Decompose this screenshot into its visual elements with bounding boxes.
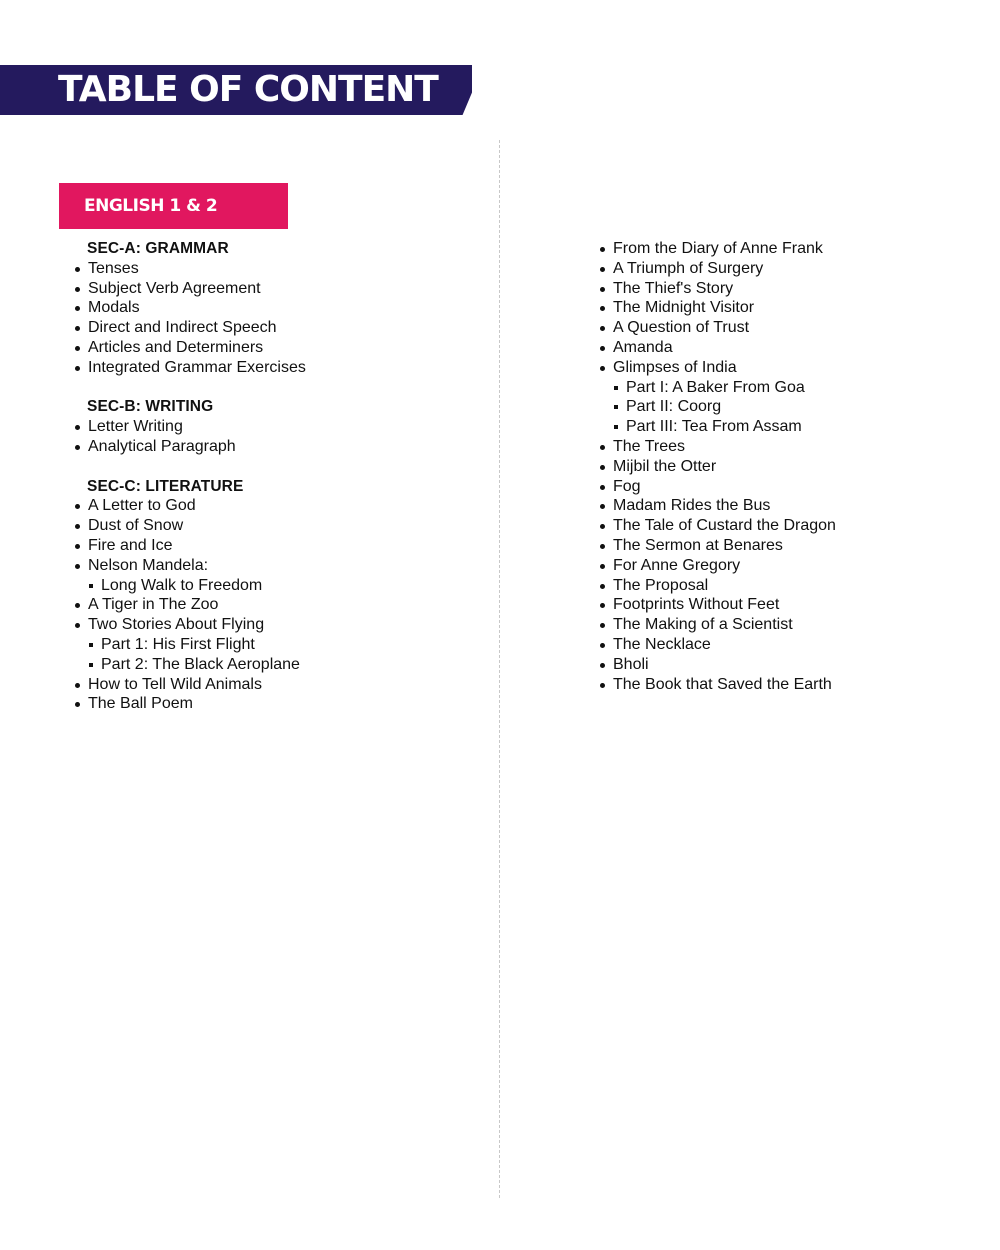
square-bullet-icon <box>89 663 93 667</box>
toc-subitem[interactable] <box>599 397 836 417</box>
toc-item[interactable] <box>599 338 836 358</box>
bullet-icon <box>600 287 605 292</box>
bullet-icon <box>600 544 605 549</box>
bullet-icon <box>75 504 80 509</box>
toc-item-label: Footprints Without Feet <box>613 596 780 614</box>
toc-item-label: Analytical Paragraph <box>88 437 236 455</box>
toc-item-label: A Letter to God <box>88 497 196 515</box>
section-heading: SEC-A: GRAMMAR <box>87 240 229 257</box>
toc-item[interactable] <box>74 536 306 556</box>
bullet-icon <box>75 603 80 608</box>
section-spacer <box>74 378 306 398</box>
toc-item-label: Amanda <box>613 338 673 356</box>
toc-item-label: For Anne Gregory <box>613 556 741 574</box>
toc-item-label: The Thief's Story <box>613 279 734 297</box>
toc-item-label: Integrated Grammar Exercises <box>88 358 306 376</box>
toc-item[interactable] <box>74 338 306 358</box>
square-bullet-icon <box>89 643 93 647</box>
toc-item-label: Bholi <box>613 655 649 673</box>
toc-item-label: Two Stories About Flying <box>88 616 265 634</box>
square-bullet-icon <box>89 584 93 588</box>
toc-subitem[interactable] <box>599 378 836 398</box>
toc-item[interactable] <box>599 536 836 556</box>
toc-item[interactable] <box>599 556 836 576</box>
bullet-icon <box>600 564 605 569</box>
toc-item-label: A Triumph of Surgery <box>613 259 764 277</box>
left-column <box>74 239 306 714</box>
bullet-icon <box>600 366 605 371</box>
bullet-icon <box>75 564 80 569</box>
toc-item[interactable] <box>74 417 306 437</box>
bullet-icon <box>600 247 605 252</box>
bullet-icon <box>600 524 605 529</box>
bullet-icon <box>75 267 80 272</box>
toc-item-label: Glimpses of India <box>613 358 737 376</box>
bullet-icon <box>600 623 605 628</box>
page-title: TABLE OF CONTENT <box>58 69 438 110</box>
toc-item[interactable] <box>599 576 836 596</box>
bullet-icon <box>75 623 80 628</box>
section-heading: SEC-B: WRITING <box>87 398 214 416</box>
toc-item-label: The Midnight Visitor <box>613 299 755 317</box>
toc-item[interactable] <box>599 298 836 318</box>
toc-item[interactable] <box>74 259 306 279</box>
toc-item[interactable] <box>599 358 836 378</box>
bullet-icon <box>600 465 605 470</box>
toc-item-label: Modals <box>88 299 140 317</box>
section-heading: SEC-C: LITERATURE <box>87 477 244 495</box>
column-divider <box>499 140 500 1198</box>
toc-item[interactable] <box>74 318 306 338</box>
bullet-icon <box>600 445 605 450</box>
toc-item-label: Articles and Determiners <box>88 338 264 356</box>
toc-item-label: Letter Writing <box>88 418 183 436</box>
toc-item[interactable] <box>74 675 306 695</box>
bullet-icon <box>75 287 80 292</box>
square-bullet-icon <box>614 405 618 409</box>
toc-item[interactable] <box>599 516 836 536</box>
bullet-icon <box>75 544 80 549</box>
toc-item-label: A Tiger in The Zoo <box>88 596 219 614</box>
toc-subitem-label: Part 1: His First Flight <box>101 635 255 653</box>
bullet-icon <box>600 267 605 272</box>
toc-subitem[interactable] <box>74 635 306 655</box>
toc-subitem[interactable] <box>74 655 306 675</box>
toc-item[interactable] <box>74 496 306 516</box>
toc-subitem-label: Part III: Tea From Assam <box>626 418 802 436</box>
right-column <box>599 239 836 694</box>
toc-item-label: The Book that Saved the Earth <box>613 675 832 693</box>
toc-item[interactable] <box>599 279 836 299</box>
bullet-icon <box>600 603 605 608</box>
toc-item-label: Nelson Mandela: <box>88 556 209 574</box>
bullet-icon <box>600 485 605 490</box>
toc-item[interactable] <box>74 358 306 378</box>
toc-item[interactable] <box>599 615 836 635</box>
toc-item-label: From the Diary of Anne Frank <box>613 240 823 257</box>
bullet-icon <box>600 683 605 688</box>
bullet-icon <box>75 306 80 311</box>
toc-item[interactable] <box>599 496 836 516</box>
toc-item-label: Dust of Snow <box>88 517 184 535</box>
bullet-icon <box>75 702 80 707</box>
toc-subitem[interactable] <box>599 417 836 437</box>
bullet-icon <box>75 425 80 430</box>
toc-item-label: The Sermon at Benares <box>613 536 783 554</box>
toc-item-label: Tenses <box>88 259 139 277</box>
bullet-icon <box>75 683 80 688</box>
square-bullet-icon <box>614 425 618 429</box>
toc-item-label: The Making of a Scientist <box>613 616 793 634</box>
bullet-icon <box>75 445 80 450</box>
bullet-icon <box>600 346 605 351</box>
toc-subitem-label: Part I: A Baker From Goa <box>626 378 805 396</box>
toc-item-label: The Ball Poem <box>88 695 193 713</box>
toc-subitem-label: Long Walk to Freedom <box>101 576 263 594</box>
toc-item[interactable] <box>74 556 306 576</box>
toc-item[interactable] <box>599 675 836 695</box>
toc-item-label: Madam Rides the Bus <box>613 497 771 515</box>
bullet-icon <box>600 306 605 311</box>
toc-item-label: Direct and Indirect Speech <box>88 319 277 337</box>
toc-item-label: A Question of Trust <box>613 319 750 337</box>
bullet-icon <box>600 504 605 509</box>
square-bullet-icon <box>614 386 618 390</box>
toc-item-label: How to Tell Wild Animals <box>88 675 262 693</box>
toc-item[interactable] <box>599 457 836 477</box>
toc-item[interactable] <box>599 477 836 497</box>
toc-item-label: The Tale of Custard the Dragon <box>613 517 836 535</box>
bullet-icon <box>75 346 80 351</box>
toc-item[interactable] <box>599 595 836 615</box>
toc-item[interactable] <box>599 655 836 675</box>
toc-subitem[interactable] <box>74 576 306 596</box>
bullet-icon <box>75 326 80 331</box>
toc-item[interactable] <box>599 437 836 457</box>
toc-item-label: Mijbil the Otter <box>613 457 717 475</box>
bullet-icon <box>600 663 605 668</box>
toc-item[interactable] <box>74 437 306 457</box>
toc-item-label: Subject Verb Agreement <box>88 279 261 297</box>
toc-item[interactable] <box>74 279 306 299</box>
toc-item[interactable] <box>74 298 306 318</box>
toc-item[interactable] <box>74 516 306 536</box>
toc-item[interactable] <box>599 239 836 259</box>
subject-label: ENGLISH 1 & 2 <box>84 196 218 216</box>
toc-item-label: The Trees <box>613 437 686 455</box>
toc-item-label: Fog <box>613 477 641 495</box>
toc-item[interactable] <box>599 259 836 279</box>
bullet-icon <box>75 366 80 371</box>
bullet-icon <box>75 524 80 529</box>
toc-item[interactable] <box>74 694 306 714</box>
toc-subitem-label: Part 2: The Black Aeroplane <box>101 655 300 673</box>
toc-item[interactable] <box>74 615 306 635</box>
toc-item-label: The Necklace <box>613 635 711 653</box>
toc-item-label: The Proposal <box>613 576 709 594</box>
toc-item[interactable] <box>599 635 836 655</box>
toc-subitem-label: Part II: Coorg <box>626 398 722 416</box>
toc-item-label: Fire and Ice <box>88 536 173 554</box>
bullet-icon <box>600 584 605 589</box>
bullet-icon <box>600 326 605 331</box>
toc-item[interactable] <box>74 595 306 615</box>
toc-item[interactable] <box>599 318 836 338</box>
section-spacer <box>74 457 306 477</box>
bullet-icon <box>600 643 605 648</box>
